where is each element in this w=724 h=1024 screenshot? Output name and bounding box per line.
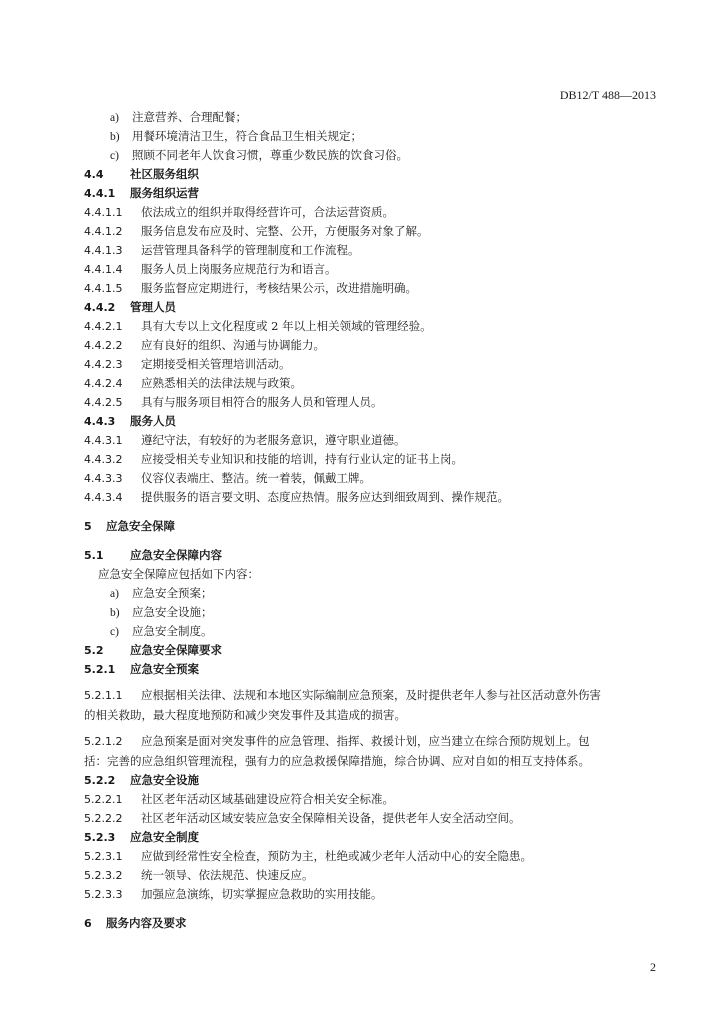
clause-text: 具有与服务项目相符合的服务人员和管理人员。 (141, 395, 383, 409)
clause-text: 依法成立的组织并取得经营许可，合法运营资质。 (141, 205, 394, 219)
clause (84, 450, 664, 469)
clause-text: 应熟悉相关的法律法规与政策。 (141, 376, 302, 390)
clause-number: 4.4.3.4 (84, 491, 123, 504)
clause-number: 4.4.2 (84, 301, 116, 314)
list-item (84, 108, 664, 127)
chapter-heading (84, 517, 664, 536)
clause-number: 4.4.2.5 (84, 396, 123, 409)
clause-text: 定期接受相关管理培训活动。 (141, 357, 291, 371)
list-item (84, 146, 664, 165)
clause-number: 5.2.2.1 (84, 793, 123, 806)
clause-text: 应做到经常性安全检查，预防为主，杜绝或减少老年人活动中心的安全隐患。 (141, 849, 532, 863)
heading-text: 应急安全制度 (130, 830, 199, 844)
clause (84, 260, 664, 279)
clause-number: 4.4.1.5 (84, 282, 123, 295)
clause (84, 488, 664, 507)
clause-number: 4.4.2.2 (84, 339, 123, 352)
clause-number: 4.4 (84, 168, 104, 181)
subsection-heading (84, 184, 664, 203)
clause-number: 5.1 (84, 549, 104, 562)
section-heading (84, 165, 664, 184)
clause (84, 685, 664, 725)
clause-number: 4.4.3.1 (84, 434, 123, 447)
list-item (84, 622, 664, 641)
clause-number: 4.4.1.3 (84, 244, 123, 257)
clause-text: 应急预案是面对突发事件的应急管理、指挥、救援计划，应当建立在综合预防规划上。包 (141, 734, 590, 748)
page-number: 2 (650, 960, 656, 974)
clause-text: 具有大专以上文化程度或 2 年以上相关领域的管理经验。 (141, 319, 432, 333)
list-marker: b) (110, 607, 120, 619)
heading-text: 服务人员 (130, 414, 176, 428)
clause-text: 服务人员上岗服务应规范行为和语言。 (141, 262, 337, 276)
clause (84, 431, 664, 450)
clause (84, 222, 664, 241)
clause-number: 5.2.2.2 (84, 812, 123, 825)
clause-number: 4.4.2.4 (84, 377, 123, 390)
subsection-heading (84, 298, 664, 317)
clause-text: 社区老年活动区域安装应急安全保障相关设备，提供老年人安全活动空间。 (141, 811, 521, 825)
chapter-heading (84, 914, 664, 933)
heading-text: 应急安全保障内容 (130, 548, 222, 562)
clause-number: 4.4.2.3 (84, 358, 123, 371)
document-code: DB12/T 488—2013 (559, 88, 656, 102)
clause-text: 应接受相关专业知识和技能的培训，持有行业认定的证书上岗。 (141, 452, 463, 466)
clause-number: 4.4.3 (84, 415, 116, 428)
heading-text: 服务内容及要求 (106, 916, 187, 930)
clause-number: 5.2.1 (84, 663, 116, 676)
subsection-heading (84, 660, 664, 679)
clause (84, 241, 664, 260)
clause (84, 885, 664, 904)
clause-text: 应根据相关法律、法规和本地区实际编制应急预案，及时提供老年人参与社区活动意外伤害 (141, 688, 601, 702)
clause-number: 5.2.3.1 (84, 850, 123, 863)
list-text: 用餐环境清洁卫生，符合食品卫生相关规定； (132, 129, 362, 143)
clause-number: 5 (84, 520, 92, 533)
clause-text: 提供服务的语言要文明、态度应热情。服务应达到细致周到、操作规范。 (141, 490, 509, 504)
clause-number: 5.2.3.3 (84, 888, 123, 901)
clause-number: 4.4.1.1 (84, 206, 123, 219)
clause (84, 393, 664, 412)
clause-text: 仪容仪表端庄、整洁。统一着装，佩戴工牌。 (141, 471, 371, 485)
clause-text: 运营管理具备科学的管理制度和工作流程。 (141, 243, 360, 257)
list-marker: b) (110, 131, 120, 143)
clause-text: 应有良好的组织、沟通与协调能力。 (141, 338, 325, 352)
intro-text: 应急安全保障应包括如下内容： (98, 567, 259, 581)
document-body (84, 108, 664, 933)
clause-text: 服务监督应定期进行，考核结果公示，改进措施明确。 (141, 281, 417, 295)
clause-text: 服务信息发布应及时、完整、公开，方便服务对象了解。 (141, 224, 429, 238)
clause-text: 加强应急演练，切实掌握应急救助的实用技能。 (141, 887, 383, 901)
list-text: 应急安全制度。 (132, 624, 213, 638)
heading-text: 社区服务组织 (130, 167, 199, 181)
clause-number: 5.2.3 (84, 831, 116, 844)
list-item (84, 584, 664, 603)
list-marker: c) (110, 626, 119, 638)
clause (84, 809, 664, 828)
clause-number: 4.4.3.2 (84, 453, 123, 466)
clause (84, 731, 664, 771)
clause-text: 统一领导、依法规范、快速反应。 (141, 868, 314, 882)
clause-text-continued: 的相关救助，最大程度地预防和减少突发事件及其造成的损害。 (84, 708, 406, 722)
section-heading (84, 641, 664, 660)
clause-number: 5.2.1.1 (84, 689, 123, 702)
clause-number: 5.2.1.2 (84, 735, 123, 748)
clause (84, 469, 664, 488)
clause (84, 317, 664, 336)
clause-number: 4.4.1 (84, 187, 116, 200)
subsection-heading (84, 771, 664, 790)
clause-number: 5.2.2 (84, 774, 116, 787)
heading-text: 应急安全预案 (130, 662, 199, 676)
list-text: 应急安全预案； (132, 586, 213, 600)
list-item (84, 127, 664, 146)
clause (84, 203, 664, 222)
subsection-heading (84, 412, 664, 431)
heading-text: 服务组织运营 (130, 186, 199, 200)
clause (84, 374, 664, 393)
clause-number: 6 (84, 917, 92, 930)
heading-text: 管理人员 (130, 300, 176, 314)
clause (84, 866, 664, 885)
list-item (84, 603, 664, 622)
section-heading (84, 546, 664, 565)
clause (84, 355, 664, 374)
heading-text: 应急安全保障要求 (130, 643, 222, 657)
clause-number: 4.4.1.4 (84, 263, 123, 276)
clause-number: 5.2 (84, 644, 104, 657)
clause-text-continued: 括：完善的应急组织管理流程，强有力的应急救援保障措施，综合协调、应对自如的相互支持体系。 (84, 754, 590, 768)
clause (84, 847, 664, 866)
clause-number: 4.4.1.2 (84, 225, 123, 238)
clause (84, 790, 664, 809)
list-marker: c) (110, 150, 119, 162)
clause-text: 社区老年活动区域基础建设应符合相关安全标准。 (141, 792, 394, 806)
heading-text: 应急安全保障 (106, 519, 175, 533)
clause-text: 遵纪守法，有较好的为老服务意识，遵守职业道德。 (141, 433, 406, 447)
clause-number: 4.4.2.1 (84, 320, 123, 333)
list-text: 照顾不同老年人饮食习惯，尊重少数民族的饮食习俗。 (132, 148, 408, 162)
subsection-heading (84, 828, 664, 847)
list-text: 应急安全设施； (132, 605, 213, 619)
clause-number: 4.4.3.3 (84, 472, 123, 485)
list-marker: a) (110, 588, 119, 600)
list-text: 注意营养、合理配餐； (132, 110, 247, 124)
clause (84, 336, 664, 355)
clause (84, 279, 664, 298)
heading-text: 应急安全设施 (130, 773, 199, 787)
clause-number: 5.2.3.2 (84, 869, 123, 882)
list-marker: a) (110, 112, 119, 124)
